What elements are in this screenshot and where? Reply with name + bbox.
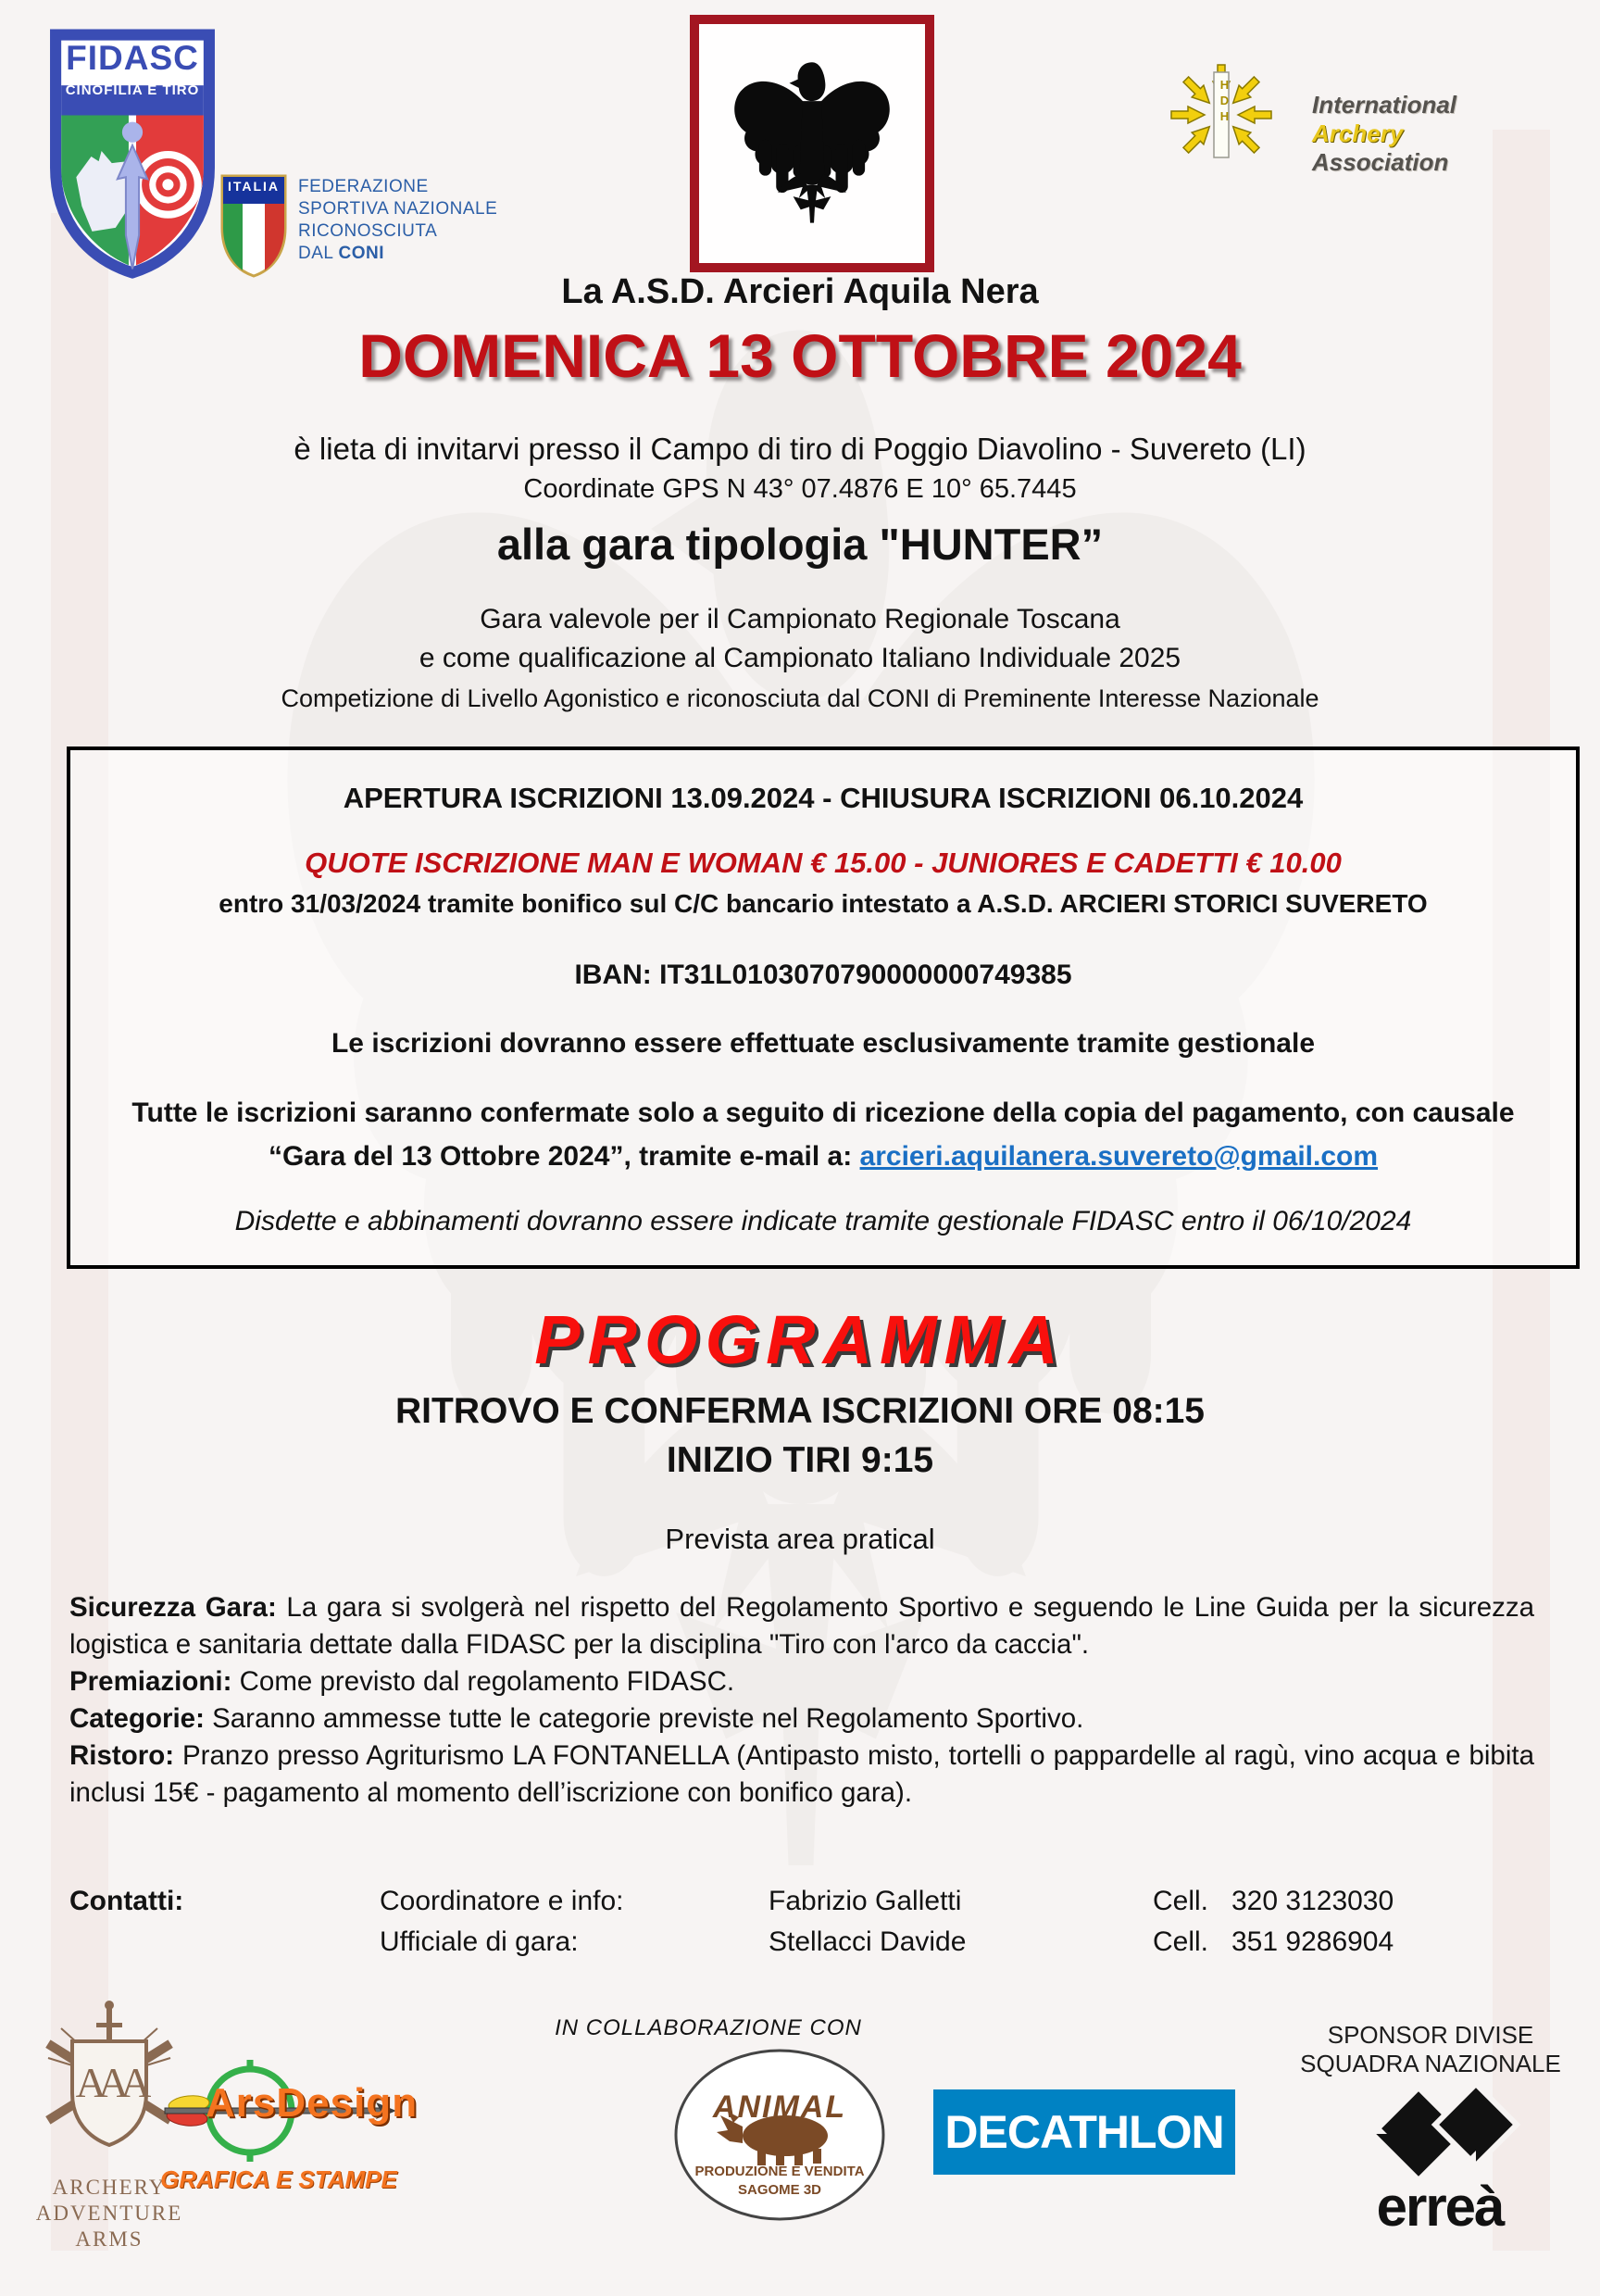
security-text: La gara si svolgerà nel rispetto del Regolamento Sportivo e seguendo le Line Guida per la sicurezza logistica e sanitaria dettate dalla FIDASC per la disciplina "Tiro con l'arco da caccia". bbox=[69, 1592, 1535, 1660]
federation-dal: DAL bbox=[298, 244, 333, 263]
program-title: PROGRAMMA bbox=[534, 1301, 1066, 1378]
awards-paragraph bbox=[69, 1663, 1534, 1700]
federation-coni: CONI bbox=[338, 244, 385, 263]
food-text: Pranzo presso Agriturismo LA FONTANELLA (Antipasto misto, tortelli o pappardelle al ragù, vino acqua e bibita inclusi 15€ - pagamento al momento dell’iscrizione con bonifico gara). bbox=[69, 1740, 1534, 1808]
competition-type-line: alla gara tipologia "HUNTER” bbox=[496, 520, 1104, 569]
contact-role: Coordinatore e info: bbox=[380, 1886, 624, 1916]
federation-text bbox=[298, 176, 557, 265]
italia-label: ITALIA bbox=[227, 179, 281, 194]
sponsor-line1: SPONSOR DIVISE bbox=[1327, 2021, 1534, 2049]
event-date-title: DOMENICA 13 OTTOBRE 2024 bbox=[358, 321, 1242, 390]
arsdesign-wordmark: ArsDesign bbox=[206, 2080, 419, 2126]
categories-text: Saranno ammesse tutte le categorie previste nel Regolamento Sportivo. bbox=[204, 1703, 1084, 1734]
aaa-line2: ADVENTURE bbox=[35, 2202, 183, 2225]
contact-cell-label: Cell. bbox=[1153, 1886, 1209, 1916]
registration-dates-line: APERTURA ISCRIZIONI 13.09.2024 - CHIUSURA ISCRIZIONI 06.10.2024 bbox=[343, 782, 1304, 814]
arsdesign-tagline: GRAFICA E STAMPE bbox=[160, 2165, 397, 2193]
sponsor-label bbox=[1269, 2021, 1593, 2078]
validity-line2: e come qualificazione al Campionato Italiano Individuale 2025 bbox=[419, 643, 1181, 673]
iaa-logo bbox=[1162, 54, 1588, 211]
contact-cell-label: Cell. bbox=[1153, 1926, 1209, 1957]
aaa-line3: ARMS bbox=[75, 2227, 144, 2251]
fees-line: QUOTE ISCRIZIONE MAN E WOMAN € 15.00 - JUNIORES E CADETTI € 10.00 bbox=[305, 847, 1342, 879]
coni-italia-shield bbox=[219, 170, 289, 282]
collaboration-label: IN COLLABORAZIONE CON bbox=[555, 2015, 862, 2040]
black-eagle-icon bbox=[718, 44, 906, 243]
contact-role: Ufficiale di gara: bbox=[380, 1926, 579, 1957]
contact-phone: 320 3123030 bbox=[1231, 1886, 1394, 1916]
arsdesign-logo bbox=[157, 2058, 419, 2206]
gestionale-line: Le iscrizioni dovranno essere effettuate esclusivamente tramite gestionale bbox=[331, 1028, 1316, 1059]
iban-line: IBAN: IT31L0103070790000000749385 bbox=[574, 960, 1072, 990]
awards-text: Come previsto dal regolamento FIDASC. bbox=[231, 1666, 735, 1697]
details-section bbox=[69, 1589, 1534, 1812]
invite-line: è lieta di invitarvi presso il Campo di tiro di Poggio Diavolino - Suvereto (LI) bbox=[294, 432, 1306, 466]
awards-label: Premiazioni: bbox=[69, 1666, 232, 1697]
iaa-line2: Archery bbox=[1312, 119, 1404, 147]
iaa-line3: Association bbox=[1312, 148, 1449, 176]
meeting-time-line: RITROVO E CONFERMA ISCRIZIONI ORE 08:15 bbox=[395, 1391, 1205, 1431]
organizer-line: La A.S.D. Arcieri Aquila Nera bbox=[561, 272, 1039, 311]
animal-logo bbox=[672, 2047, 887, 2223]
decathlon-wordmark: DECATHLON bbox=[944, 2106, 1224, 2158]
fidasc-logo bbox=[48, 19, 217, 289]
animal-wordmark: ANIMAL bbox=[712, 2089, 847, 2125]
email-link[interactable]: arcieri.aquilanera.suvereto@gmail.com bbox=[859, 1141, 1379, 1172]
errea-diamonds-icon bbox=[1369, 2080, 1520, 2184]
food-label: Ristoro: bbox=[69, 1740, 175, 1771]
federation-line1: FEDERAZIONE bbox=[298, 177, 429, 196]
security-label: Sicurezza Gara: bbox=[69, 1592, 277, 1623]
federation-line4 bbox=[298, 243, 557, 265]
contact-phone: 351 9286904 bbox=[1231, 1926, 1394, 1957]
gps-coordinates: Coordinate GPS N 43° 07.4876 E 10° 65.7445 bbox=[523, 474, 1077, 504]
categories-label: Categorie: bbox=[69, 1703, 205, 1734]
aaa-monogram: AAA bbox=[75, 2059, 144, 2106]
aquila-nera-logo bbox=[690, 15, 934, 272]
contacts-label: Contatti: bbox=[69, 1886, 184, 1916]
iaa-line1: International bbox=[1312, 91, 1457, 119]
fees-note-line: entro 31/03/2024 tramite bonifico sul C/C bancario intestato a A.S.D. ARCIERI STORICI SUVERETO bbox=[219, 889, 1428, 918]
sponsor-line2: SQUADRA NAZIONALE bbox=[1300, 2050, 1561, 2077]
contact-name: Stellacci Davide bbox=[769, 1926, 967, 1957]
confirmation-text: Tutte le iscrizioni saranno confermate solo a seguito di ricezione della copia del pagamento, con causale “Gara del 13 Ottobre 2024”, tramite e-mail a: bbox=[131, 1098, 1515, 1172]
aaa-line1: ARCHERY bbox=[52, 2176, 167, 2199]
federation-line2: SPORTIVA NAZIONALE bbox=[298, 199, 498, 219]
decathlon-logo bbox=[933, 2089, 1235, 2175]
pratical-area-line: Prevista area pratical bbox=[665, 1523, 935, 1555]
validity-line1: Gara valevole per il Campionato Regionale Toscana bbox=[480, 604, 1120, 634]
confirmation-paragraph bbox=[107, 1091, 1539, 1178]
errea-wordmark: erreà bbox=[1376, 2176, 1504, 2238]
food-paragraph bbox=[69, 1738, 1534, 1812]
cancellation-line: Disdette e abbinamenti dovranno essere indicate tramite gestionale FIDASC entro il 06/10/2024 bbox=[234, 1206, 1412, 1236]
contacts-section bbox=[69, 1882, 1551, 1984]
fidasc-subtitle: CINOFILIA E TIRO bbox=[65, 82, 200, 98]
security-paragraph bbox=[69, 1589, 1534, 1663]
animal-tagline2: SAGOME 3D bbox=[737, 2182, 821, 2198]
validity-line3: Competizione di Livello Agonistico e riconosciuta dal CONI di Preminente Interesse Nazionale bbox=[281, 684, 1319, 712]
registration-info-box bbox=[67, 747, 1580, 1269]
contact-name: Fabrizio Galletti bbox=[769, 1886, 962, 1916]
categories-paragraph bbox=[69, 1700, 1534, 1738]
start-time-line: INIZIO TIRI 9:15 bbox=[666, 1440, 934, 1480]
iaa-wordmark bbox=[1312, 91, 1456, 177]
iaa-monogram: HDH bbox=[1218, 78, 1231, 125]
fidasc-wordmark: FIDASC bbox=[66, 39, 199, 77]
animal-tagline1: PRODUZIONE E VENDITA bbox=[694, 2164, 865, 2179]
federation-line3: RICONOSCIUTA bbox=[298, 221, 438, 241]
